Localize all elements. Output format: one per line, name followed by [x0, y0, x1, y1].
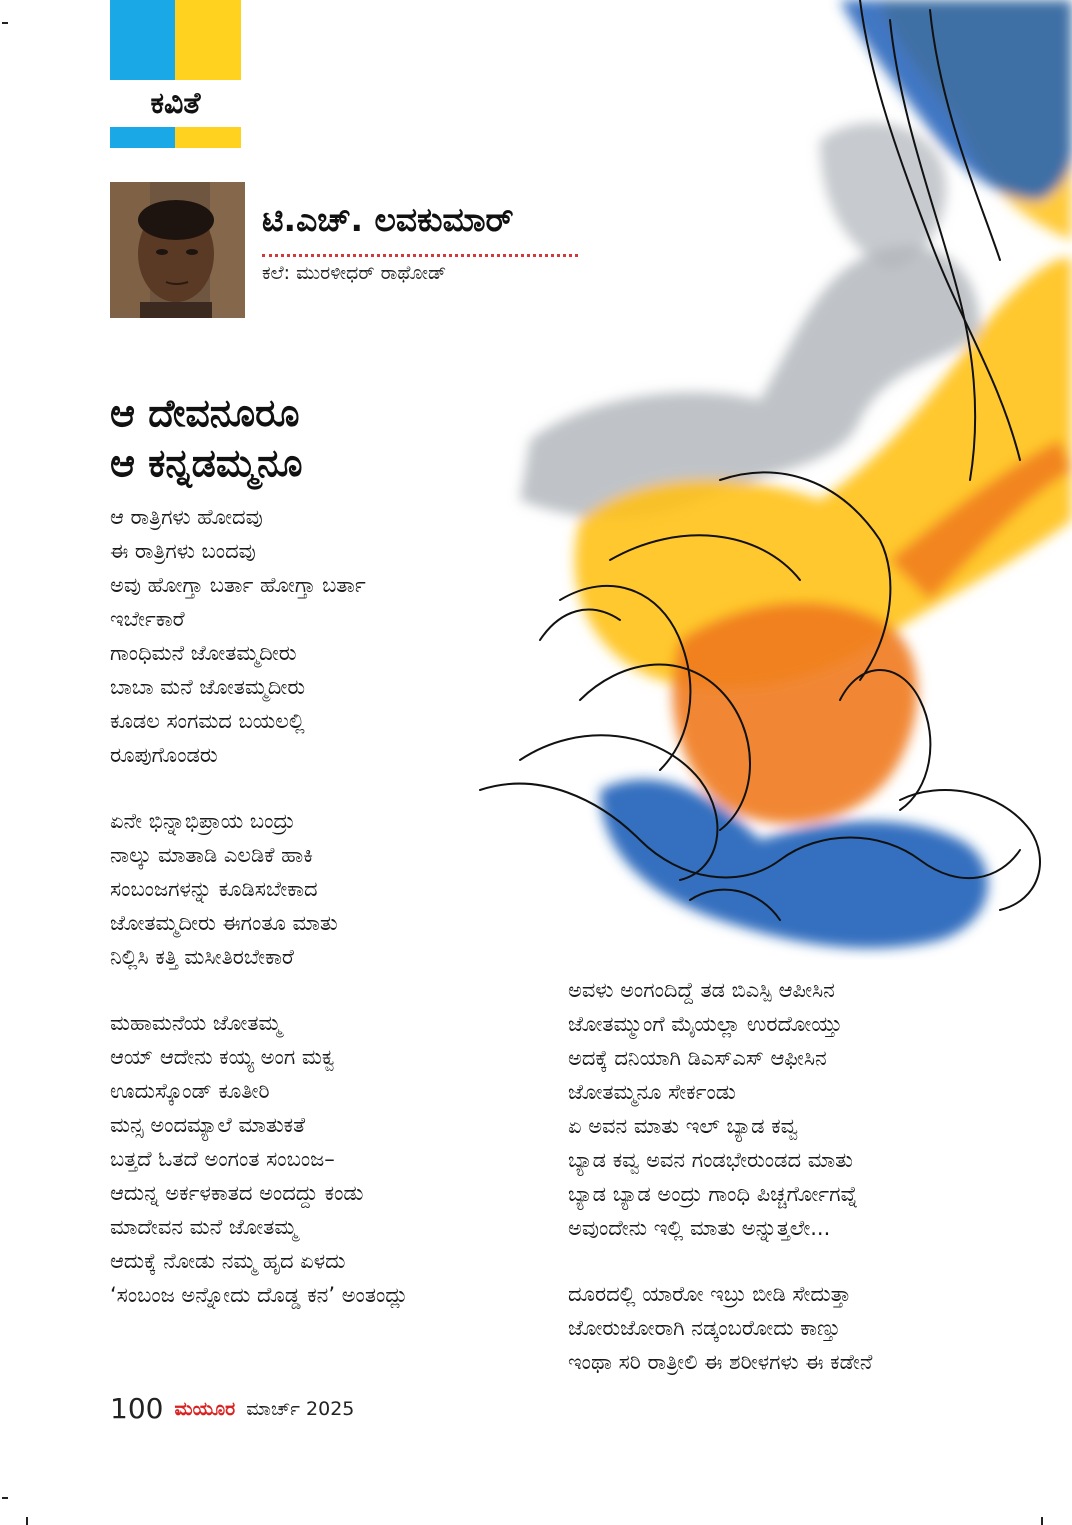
poem-line: ಅವು ಹೋಗ್ತಾ ಬರ್ತಾ ಹೋಗ್ತಾ ಬರ್ತಾ [110, 573, 366, 597]
poem-line: ಬತ್ತದೆ ಓತದೆ ಅಂಗಂತ ಸಂಬಂಜ– [110, 1147, 335, 1171]
poem-line: ಜೋರುಜೋರಾಗಿ ನಡ್ಕಂಬರೋದು ಕಾಣ್ತು [568, 1316, 841, 1340]
section-label: ಕವಿತೆ [150, 86, 201, 121]
poem-stanza [568, 1277, 1028, 1379]
poem-line: ನಾಲ್ಕು ಮಾತಾಡಿ ಎಲಡಿಕೆ ಹಾಕಿ [110, 843, 313, 867]
poem-line: ದೂರದಲ್ಲಿ ಯಾರೋ ಇಬ್ರು ಬೀಡಿ ಸೇದುತ್ತಾ [568, 1282, 851, 1306]
poem-stanza [110, 804, 540, 974]
poem-line: ಮಹಾಮನೆಯ ಜೋತಮ್ಮ [110, 1011, 282, 1035]
poem-line: ಏ ಅವನ ಮಾತು ಇಲ್ ಬ್ಯಾಡ ಕವ್ವ [568, 1114, 798, 1138]
poem-line: ಮಾದೇವನ ಮನೆ ಜೋತಮ್ಮ [110, 1215, 298, 1239]
poem-column-left [110, 500, 540, 1344]
poem-line: ಅವಳು ಅಂಗಂದಿದ್ದೆ ತಡ ಬಿಎಸ್ಪಿ ಆಪೀಸಿನ [568, 978, 835, 1002]
poem-line: ಆಯ್ ಆದೇನು ಕಯ್ಯ ಅಂಗ ಮಕ್ವ [110, 1045, 336, 1069]
poem-title-line: ಆ ದೇವನೂರೂ [110, 391, 300, 435]
poem-line: ಈ ರಾತ್ರಿಗಳು ಬಂದವು [110, 539, 256, 563]
poem-line: ಬ್ಯಾಡ ಬ್ಯಾಡ ಅಂದ್ರು ಗಾಂಧಿ ಪಿಚ್ಚರ್ಗೋಗವ್ನೆ [568, 1182, 858, 1206]
badge-block-yellow-bottom [175, 127, 241, 148]
poem-line: ಇಂಥಾ ಸರಿ ರಾತ್ರೀಲಿ ಈ ಶರೀಳಗಳು ಈ ಕಡೇನೆ [568, 1350, 873, 1374]
section-badge [110, 0, 241, 150]
issue-date: ಮಾರ್ಚ್ 2025 [246, 1397, 355, 1420]
poem-line: ಮನ್ಸ ಅಂದಮ್ಯಾಲೆ ಮಾತುಕತೆ [110, 1113, 306, 1137]
poem-stanza [110, 500, 540, 772]
badge-block-yellow-top [175, 0, 241, 80]
poem-line: ಸಂಬಂಜಗಳನ್ನು ಕೂಡಿಸಬೇಕಾದ [110, 877, 318, 901]
poem-line: ಆದುಕ್ಕೆ ನೋಡು ನಮ್ಮ ಹೃದ ಏಳದು [110, 1249, 346, 1273]
badge-block-blue-bottom [110, 127, 175, 148]
poem-line: ಅವುಂದೇನು ಇಲ್ಲಿ ಮಾತು ಅನ್ನುತ್ತಲೇ... [568, 1216, 831, 1240]
poem-line: ಇರ್ಬೇಕಾರೆ [110, 607, 185, 631]
crop-mark-left-top [2, 22, 8, 24]
poem-line: ಜೋತಮ್ಮದೀರು ಈಗಂತೂ ಮಾತು [110, 911, 338, 935]
poem-line: ನಿಲ್ಲಿಸಿ ಕತ್ತಿ ಮಸೀತಿರಬೇಕಾರೆ [110, 945, 294, 969]
poem-line: ಕೂಡಲ ಸಂಗಮದ ಬಯಲಲ್ಲಿ [110, 709, 305, 733]
abstract-brush-art [460, 0, 1072, 960]
author-portrait [110, 182, 245, 318]
poem-line: ಜೋತಮ್ಮುಂಗೆ ಮೈಯಲ್ಲಾ ಉರದೋಯ್ತು [568, 1012, 843, 1036]
poem-line: ಅದಕ್ಕೆ ದನಿಯಾಗಿ ಡಿಎಸ್‌ಎಸ್ ಆಫೀಸಿನ [568, 1046, 827, 1070]
poem-line: ಆದುನ್ನ ಅರ್ಕಳಕಾತದ ಅಂದದ್ದು ಕಂಡು [110, 1181, 364, 1205]
crop-mark-bottom-right [1041, 1517, 1043, 1525]
poem-line: ಆ ರಾತ್ರಿಗಳು ಹೋದವು [110, 505, 263, 529]
poem-title [110, 388, 303, 488]
poem-column-right [568, 973, 1028, 1411]
magazine-logo: ಮಯೂರ [174, 1397, 236, 1420]
poem-line: ಏನೇ ಭಿನ್ನಾಭಿಪ್ರಾಯ ಬಂದ್ರು [110, 809, 295, 833]
poem-line: ರೂಪುಗೊಂಡರು [110, 743, 218, 767]
poem-line: ಬ್ಯಾಡ ಕವ್ವ ಅವನ ಗಂಡಭೇರುಂಡದ ಮಾತು [568, 1148, 853, 1172]
poem-line: ಊದುಸ್ಕೊಂಡ್ ಕೂತೀರಿ [110, 1079, 270, 1103]
art-grey-upper [820, 123, 946, 270]
author-divider [262, 254, 578, 257]
page-number: 100 [110, 1392, 164, 1425]
art-credit: ಕಲೆ: ಮುರಳೀಧರ್ ರಾಥೋಡ್ [262, 262, 447, 284]
poem-line: ಗಾಂಧಿಮನೆ ಜೋತಮ್ಮದೀರು [110, 641, 297, 665]
art-orange-stroke [672, 603, 917, 824]
poem-line: ಜೋತಮ್ಮನೂ ಸೇರ್ಕಂಡು [568, 1080, 736, 1104]
poem-title-line: ಆ ಕನ್ನಡಮ್ಮನೂ [110, 441, 303, 485]
author-name: ಟಿ.ಎಚ್. ಲವಕುಮಾರ್ [262, 200, 514, 239]
poem-stanza [568, 973, 1028, 1245]
crop-mark-bottom-left [26, 1517, 28, 1525]
poem-line: ‘ಸಂಬಂಜ ಅನ್ನೋದು ದೊಡ್ಡ ಕನ’ ಅಂತಂದ್ಲು [110, 1283, 409, 1307]
poem-stanza [110, 1006, 540, 1312]
poem-line: ಬಾಬಾ ಮನೆ ಜೋತಮ್ಮದೀರು [110, 675, 306, 699]
page-footer [110, 1392, 354, 1425]
crop-mark-left-bottom [2, 1497, 8, 1499]
badge-block-blue-top [110, 0, 175, 80]
